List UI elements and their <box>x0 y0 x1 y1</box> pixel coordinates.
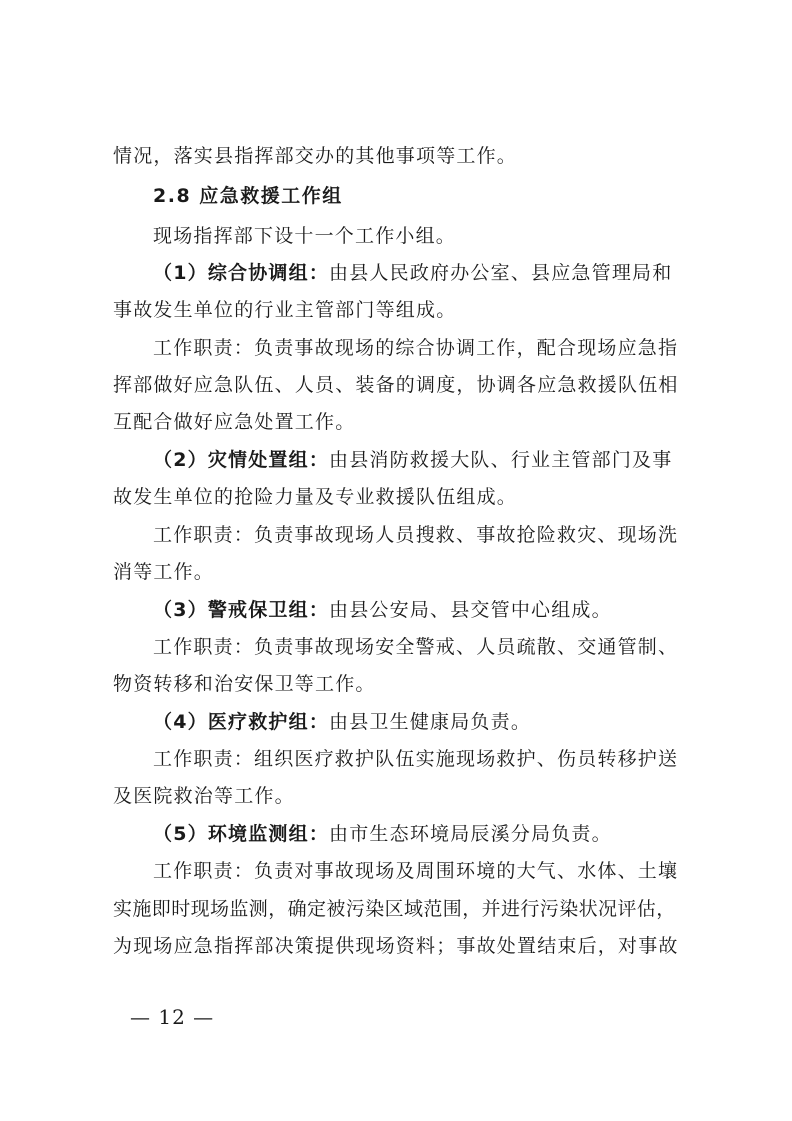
group-1-lead: （1）综合协调组： <box>153 262 330 284</box>
continuation-text: 情况，落实县指挥部交办的其他事项等工作。 <box>113 145 518 167</box>
group-1-duty: 工作职责：负责事故现场的综合协调工作，配合现场应急指 <box>153 337 679 359</box>
group-3-composition <box>153 595 733 625</box>
group-1-duty-cont: 挥部做好应急队伍、人员、装备的调度，协调各应急救援队伍相 <box>113 374 679 396</box>
group-5-composition <box>153 819 733 849</box>
group-4-composition <box>153 707 733 737</box>
group-3-duty: 工作职责：负责事故现场安全警戒、人员疏散、交通管制、 <box>153 636 679 658</box>
group-2-composition-cont: 故发生单位的抢险力量及专业救援队伍组成。 <box>113 486 518 508</box>
group-4-duty-cont: 及医院救治等工作。 <box>113 785 295 807</box>
group-5-duty-cont: 为现场应急指挥部决策提供现场资料；事故处置结束后，对事故 <box>113 935 679 957</box>
group-1-composition <box>153 258 733 288</box>
group-5-duty-cont: 实施即时现场监测，确定被污染区域范围，并进行污染状况评估， <box>113 898 676 920</box>
group-1-composition-text: 由县人民政府办公室、县应急管理局和 <box>329 262 673 284</box>
group-3-composition-text: 由县公安局、县交管中心组成。 <box>329 599 612 621</box>
group-2-duty-cont: 消等工作。 <box>113 561 215 583</box>
group-2-composition <box>153 445 733 475</box>
group-5-composition-text: 由市生态环境局辰溪分局负责。 <box>329 823 612 845</box>
group-2-lead: （2）灾情处置组： <box>153 449 330 471</box>
group-5-duty: 工作职责：负责对事故现场及周围环境的大气、水体、土壤 <box>153 860 679 882</box>
page-number: — 12 — <box>130 1005 215 1029</box>
group-1-duty-cont: 互配合做好应急处置工作。 <box>113 411 356 433</box>
section-heading: 2.8 应急救援工作组 <box>153 185 343 207</box>
group-3-duty-cont: 物资转移和治安保卫等工作。 <box>113 673 376 695</box>
group-2-composition-text: 由县消防救援大队、行业主管部门及事 <box>329 449 673 471</box>
group-1-composition-cont: 事故发生单位的行业主管部门等组成。 <box>113 299 457 321</box>
group-4-lead: （4）医疗救护组： <box>153 711 330 733</box>
group-5-lead: （5）环境监测组： <box>153 823 330 845</box>
group-3-lead: （3）警戒保卫组： <box>153 599 330 621</box>
group-4-composition-text: 由县卫生健康局负责。 <box>329 711 532 733</box>
section-intro: 现场指挥部下设十一个工作小组。 <box>153 225 457 247</box>
group-2-duty: 工作职责：负责事故现场人员搜救、事故抢险救灾、现场洗 <box>153 524 679 546</box>
group-4-duty: 工作职责：组织医疗救护队伍实施现场救护、伤员转移护送 <box>153 748 679 770</box>
